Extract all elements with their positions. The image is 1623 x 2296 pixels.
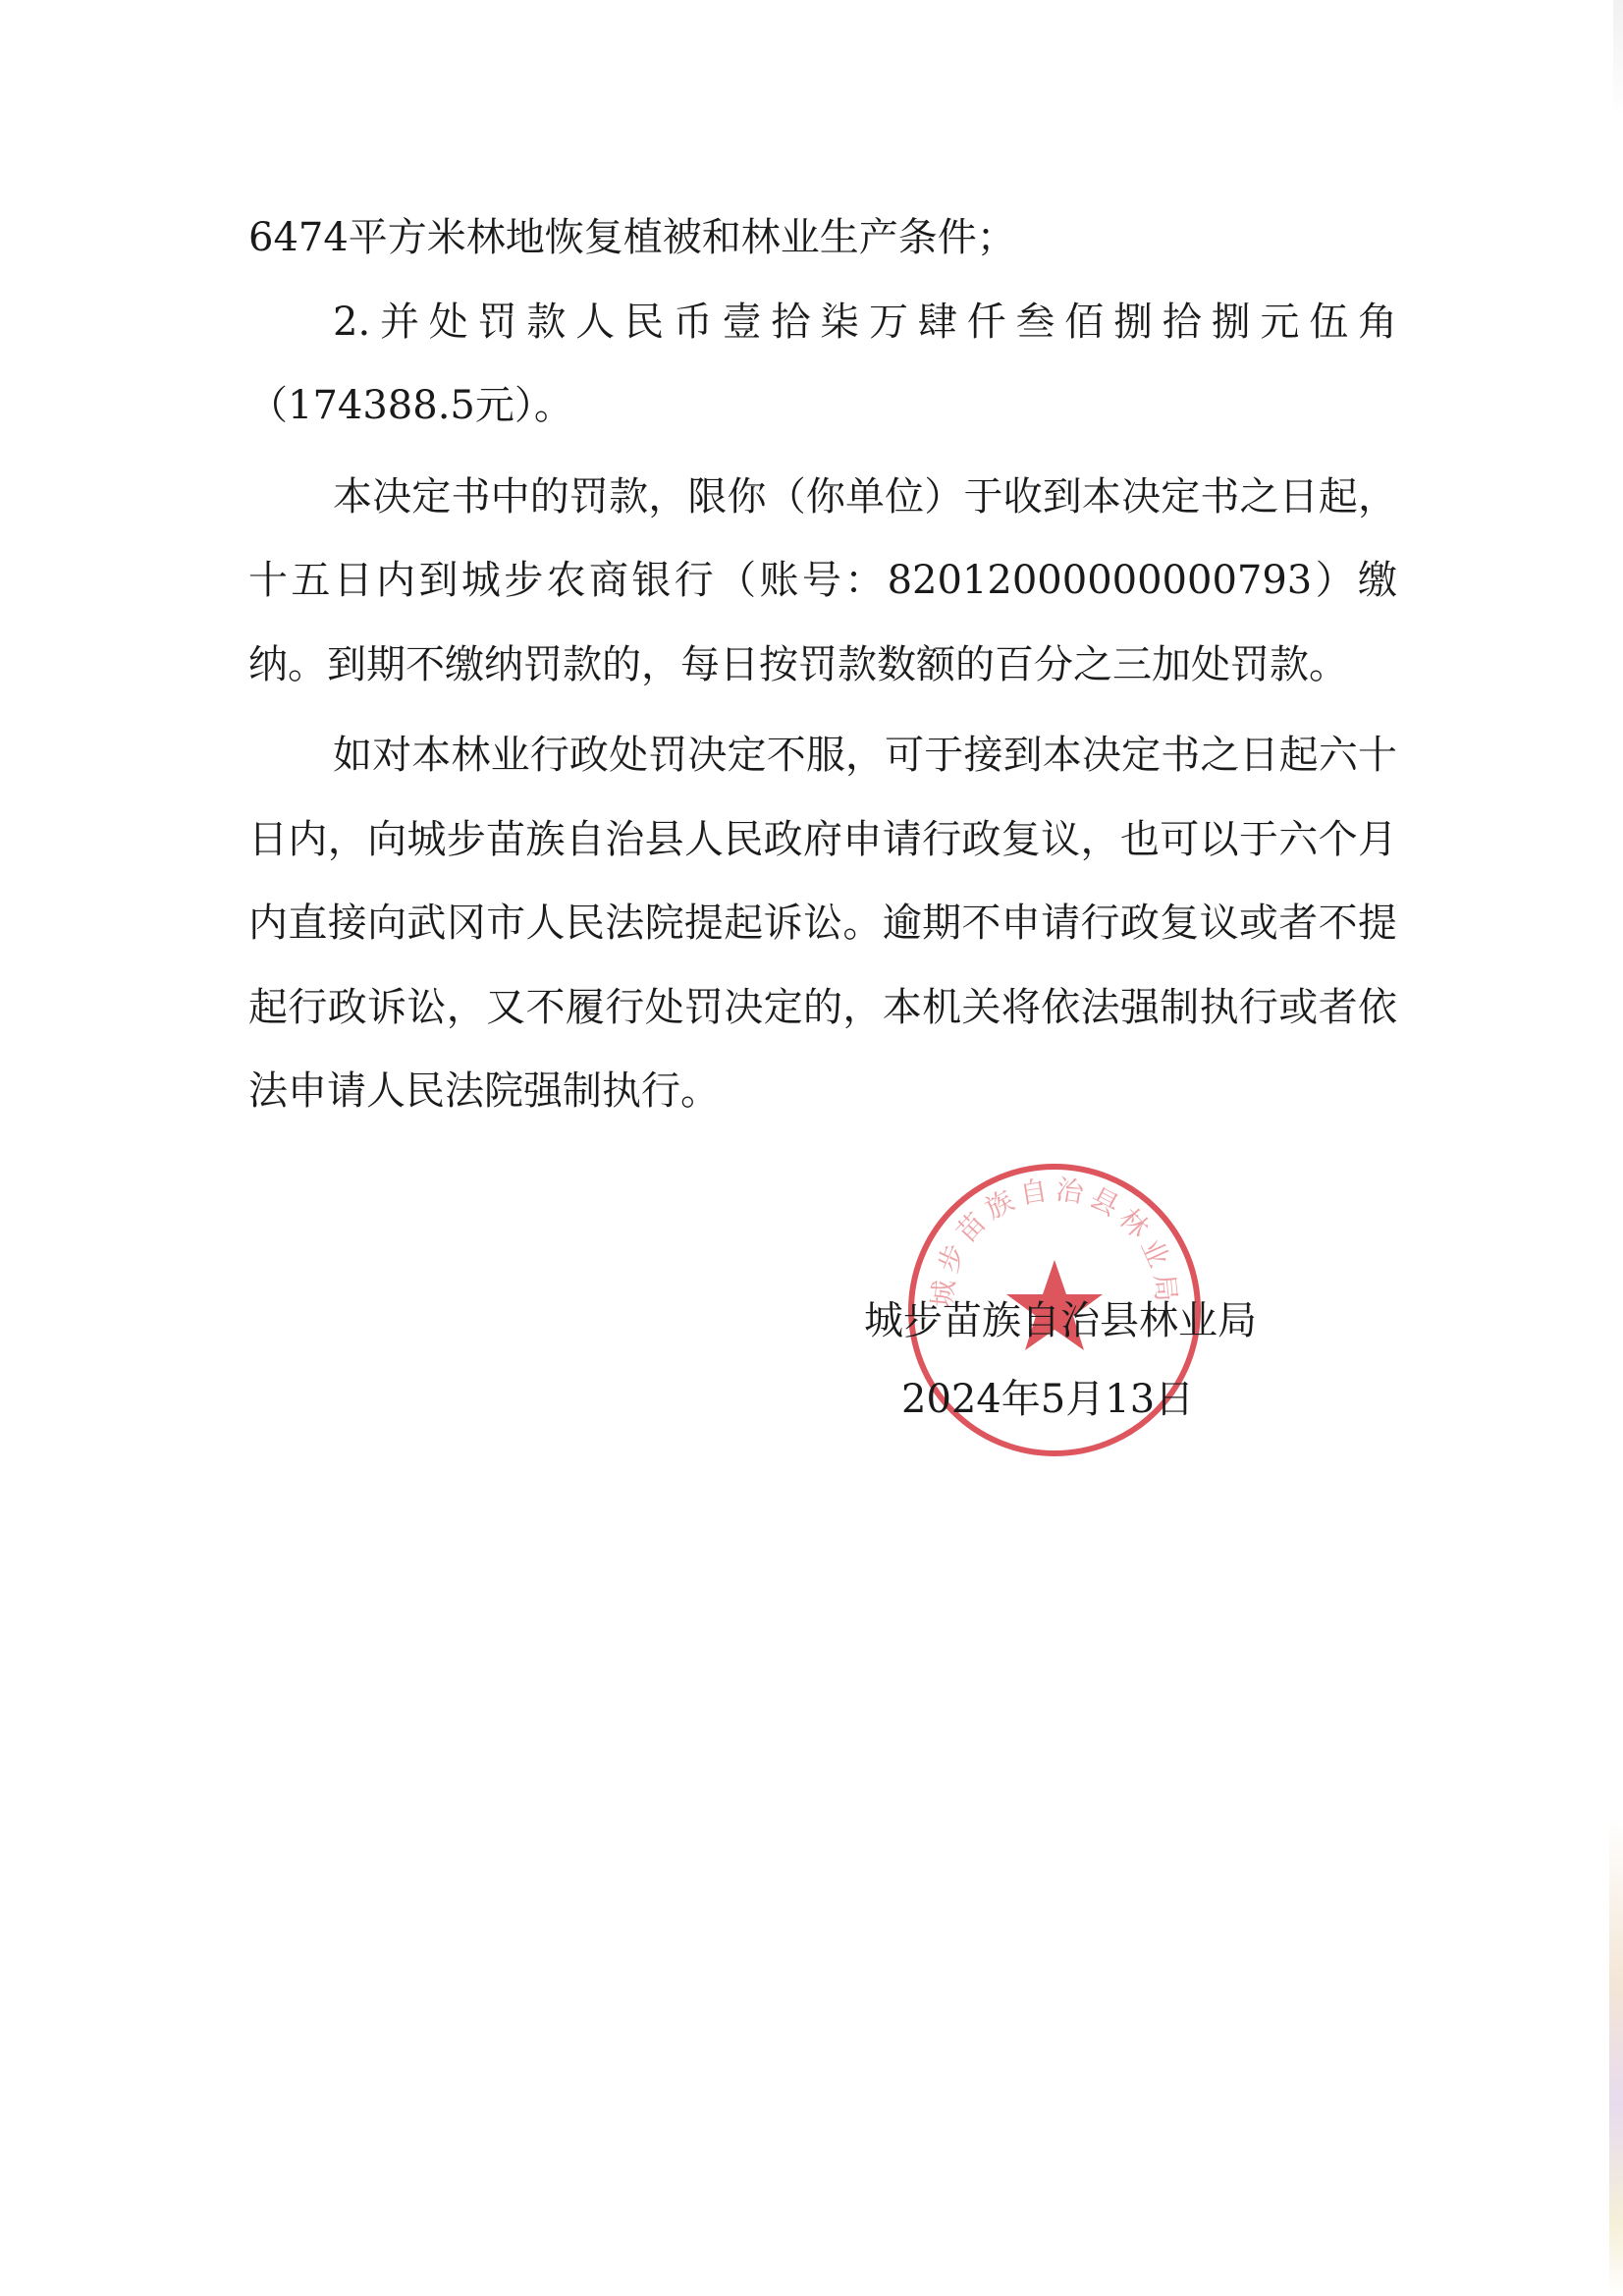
document-body — [248, 196, 1397, 1134]
paragraph-fine: 2.并处罚款人民币壹拾柒万肆仟叁佰捌拾捌元伍角（174388.5元）。 — [248, 299, 1397, 428]
scan-edge-artifact — [1609, 1817, 1623, 2296]
issuing-organization: 城步苗族自治县林业局 — [864, 1298, 1257, 1343]
scan-edge-shadow — [1613, 0, 1623, 118]
signature-block — [864, 1282, 1276, 1439]
issue-date: 2024年5月13日 — [901, 1377, 1195, 1422]
paragraph-restoration: 6474平方米林地恢复植被和林业生产条件； — [248, 215, 1016, 260]
seal-text: 城步苗族自治县林业局 — [925, 1173, 1184, 1309]
paragraph-payment: 本决定书中的罚款，限你（你单位）于收到本决定书之日起，十五日内到城步农商银行（账号：82012000000000793）缴纳。到期不缴纳罚款的，每日按罚款数额的百分之三加处罚款。 — [248, 473, 1397, 687]
paragraph-appeal: 如对本林业行政处罚决定不服，可于接到本决定书之日起六十日内，向城步苗族自治县人民政府申请行政复议，也可以于六个月内直接向武冈市人民法院提起诉讼。逾期不申请行政复议或者不提起行政诉讼，又不履行处罚决定的，本机关将依法强制执行或者依法申请人民法院强制执行。 — [248, 733, 1397, 1114]
